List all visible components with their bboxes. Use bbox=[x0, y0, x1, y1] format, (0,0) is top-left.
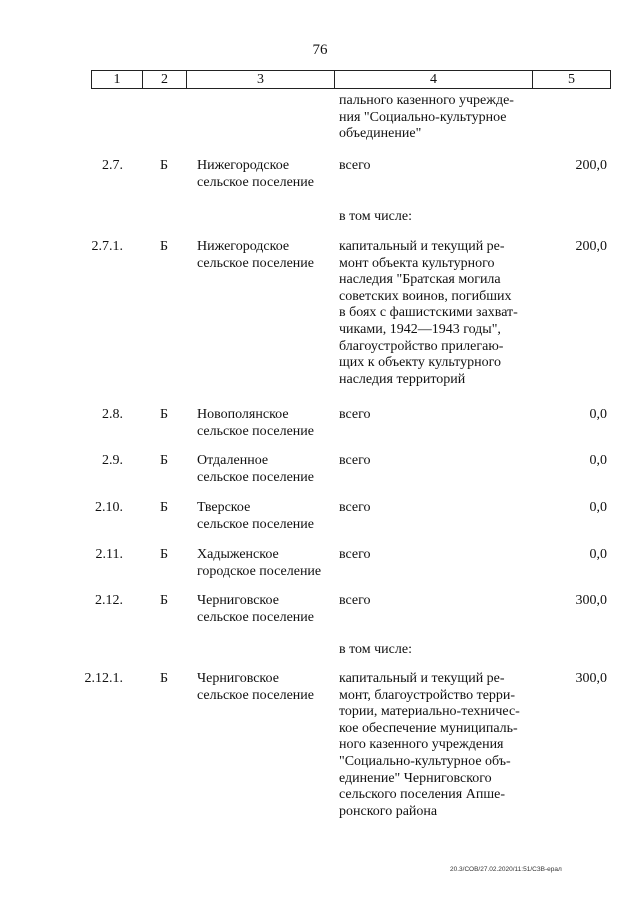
continuation-text: пального казенного учрежде- ния "Социально-культурное объединение" bbox=[339, 93, 514, 142]
row-settlement-name: Черниговское сельское поселение bbox=[197, 593, 314, 625]
row-description: всего bbox=[339, 500, 371, 515]
row-code: Б bbox=[159, 158, 169, 173]
row-settlement-name: Новополянское сельское поселение bbox=[197, 407, 314, 439]
row-description: всего bbox=[339, 407, 371, 422]
row-settlement-name: Тверское сельское поселение bbox=[197, 500, 314, 532]
row-number: 2.7. bbox=[102, 158, 123, 173]
row-description: капитальный и текущий ре- монт объекта культурного наследия "Братская могила советских воинов, погибших в боях с фашистскими захват- чиками, 1942—1943 годы", благоустройство прилегаю- щих к объекту культурного наследия территорий bbox=[339, 239, 518, 387]
row-settlement-name: Нижегородское сельское поселение bbox=[197, 239, 314, 271]
row-code: Б bbox=[159, 239, 169, 254]
row-description: капитальный и текущий ре- монт, благоустройство терри- тории, материально-техничес- кое обеспечение муниципаль- ного казенного учреждения "Социально-культурное объ- единение" Черниговского сельского поселения Апше- ронского района bbox=[339, 671, 520, 819]
row-code: Б bbox=[159, 453, 169, 468]
row-code: Б bbox=[159, 593, 169, 608]
table-header bbox=[91, 70, 611, 89]
row-description: всего bbox=[339, 547, 371, 562]
row-description: всего bbox=[339, 453, 371, 468]
row-number: 2.12.1. bbox=[84, 671, 123, 686]
row-description: всего bbox=[339, 593, 371, 608]
row-amount: 200,0 bbox=[575, 158, 607, 173]
row-number: 2.7.1. bbox=[91, 239, 123, 254]
row-number: 2.8. bbox=[102, 407, 123, 422]
row-number: 2.9. bbox=[102, 453, 123, 468]
row-description: всего bbox=[339, 158, 371, 173]
row-amount: 0,0 bbox=[589, 453, 607, 468]
row-code: Б bbox=[159, 500, 169, 515]
row-amount: 0,0 bbox=[589, 547, 607, 562]
col-header-4: 4 bbox=[335, 71, 533, 88]
row-amount: 200,0 bbox=[575, 239, 607, 254]
row-settlement-name: Хадыженское городское поселение bbox=[197, 547, 322, 579]
row-settlement-name: Отдаленное сельское поселение bbox=[197, 453, 314, 485]
row-code: Б bbox=[159, 671, 169, 686]
col-header-3: 3 bbox=[187, 71, 335, 88]
row-amount: 300,0 bbox=[575, 593, 607, 608]
col-header-1: 1 bbox=[92, 71, 143, 88]
including-label: в том числе: bbox=[339, 642, 412, 657]
document-footer-code: 20.3/СОВ/27.02.2020/11:51/СЗВ-ерал bbox=[450, 866, 562, 873]
including-label: в том числе: bbox=[339, 209, 412, 224]
row-code: Б bbox=[159, 407, 169, 422]
row-number: 2.10. bbox=[95, 500, 123, 515]
row-settlement-name: Черниговское сельское поселение bbox=[197, 671, 314, 703]
row-number: 2.12. bbox=[95, 593, 123, 608]
row-amount: 0,0 bbox=[589, 500, 607, 515]
row-number: 2.11. bbox=[95, 547, 123, 562]
col-header-2: 2 bbox=[143, 71, 187, 88]
page-number: 76 bbox=[312, 42, 328, 58]
row-amount: 0,0 bbox=[589, 407, 607, 422]
row-code: Б bbox=[159, 547, 169, 562]
col-header-5: 5 bbox=[568, 72, 575, 87]
row-settlement-name: Нижегородское сельское поселение bbox=[197, 158, 314, 190]
row-amount: 300,0 bbox=[575, 671, 607, 686]
